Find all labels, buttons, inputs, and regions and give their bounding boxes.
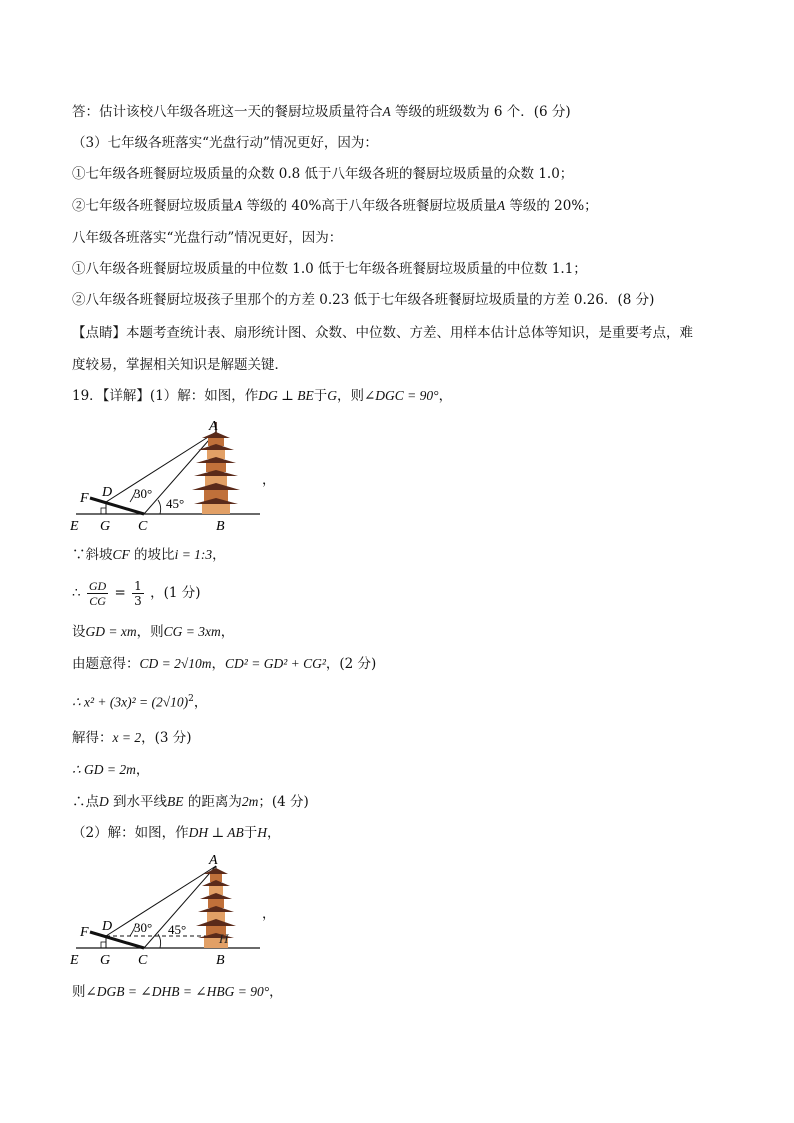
label-a: A	[209, 419, 218, 434]
figure-2-comma: ，	[262, 906, 276, 922]
pagoda-image	[192, 422, 240, 514]
solution-line: 解得：x = 2，(3 分)	[72, 730, 192, 746]
answer-line: 答：估计该校八年级各班这一天的餐厨垃圾质量符合A 等级的班级数为 6 个．(6 分)	[72, 104, 571, 120]
line-da	[106, 432, 216, 502]
label-f-2: F	[80, 925, 89, 940]
label-f: F	[80, 491, 89, 506]
angle-45-label: 45°	[166, 496, 185, 511]
angle-30-label-2: 30°	[134, 920, 153, 935]
label-e: E	[70, 519, 79, 534]
pagoda-image-2	[196, 868, 236, 948]
label-a-2: A	[209, 853, 218, 868]
label-d: D	[102, 485, 113, 500]
grade8-heading: 八年级各班落实“光盘行动”情况更好，因为：	[72, 230, 343, 246]
figure-1-comma: ，	[262, 472, 276, 488]
label-b: B	[216, 519, 225, 534]
reason-8-2: ②八年级各班餐厨垃圾孩子里那个的方差 0.23 低于七年级各班餐厨垃圾质量的方差 0.26．(8 分)	[72, 292, 655, 308]
label-c-2: C	[138, 953, 148, 968]
right-angle-mark	[101, 508, 106, 514]
label-b-2: B	[216, 953, 225, 968]
figure-1-svg	[70, 418, 290, 534]
figure-2	[70, 852, 290, 972]
label-g-2: G	[100, 953, 111, 968]
reason-7-2: ②七年级各班餐厨垃圾质量A 等级的 40%高于八年级各班餐厨垃圾质量A 等级的 20%；	[72, 198, 598, 214]
figure-2-svg	[70, 852, 290, 968]
label-d-2: D	[102, 919, 113, 934]
angle-arc-45	[158, 500, 161, 514]
set-variable-line: 设GD = xm，则CG = 3xm，	[72, 624, 235, 640]
right-angle-mark-2	[101, 942, 106, 948]
gd-result-line: ∴ GD = 2m，	[72, 762, 150, 778]
pythagoras-line: ∴ $x^2 + (3x)^2 = (2√10)^2$，	[72, 694, 208, 711]
label-g: G	[100, 519, 111, 534]
label-c: C	[138, 519, 148, 534]
reason-7-1: ①七年级各班餐厨垃圾质量的众数 0.8 低于八年级各班的餐厨垃圾质量的众数 1.0；	[72, 166, 574, 182]
right-angles-line: 则∠DGB = ∠DHB = ∠HBG = 90°，	[72, 984, 283, 1000]
reason-8-1: ①八年级各班餐厨垃圾质量的中位数 1.0 低于七年级各班餐厨垃圾质量的中位数 1.1；	[72, 261, 587, 277]
label-h-2: H	[219, 931, 229, 946]
part2-heading: （2）解：如图，作DH ⊥ AB于H，	[72, 825, 281, 841]
label-e-2: E	[70, 953, 79, 968]
angle-30-label: 30°	[134, 486, 153, 501]
q19-part1: 19．【详解】(1）解：如图，作DG ⊥ BE于G，则∠DGC = 90°，	[72, 388, 453, 404]
fraction-gd-cg: $\frac{GD}{CG}$	[88, 579, 107, 608]
part3-heading: （3）七年级各班落实“光盘行动”情况更好，因为：	[72, 135, 378, 151]
given-line: 由题意得：CD = 2√10m，CD² = GD² + CG²，(2 分)	[72, 656, 377, 672]
comment-line-1: 【点睛】本题考查统计表、扇形统计图、众数、中位数、方差、用样本估计总体等知识，是重要考点，难	[72, 325, 693, 341]
slope-ratio-line: ∵斜坡CF 的坡比i = 1:3，	[72, 547, 226, 563]
comment-line-2: 度较易，掌握相关知识是解题关键．	[72, 357, 288, 373]
fraction-1-3: $\frac{1}{3}$	[134, 579, 142, 608]
distance-line: ∴点D 到水平线BE 的距离为2m；(4 分)	[72, 794, 309, 810]
angle-45-label-2: 45°	[168, 922, 187, 937]
ratio-equation: ∴ $\frac{GD}{CG}$ = $\frac{1}{3}$ ，(1 分)	[72, 579, 201, 608]
figure-1	[70, 418, 290, 538]
